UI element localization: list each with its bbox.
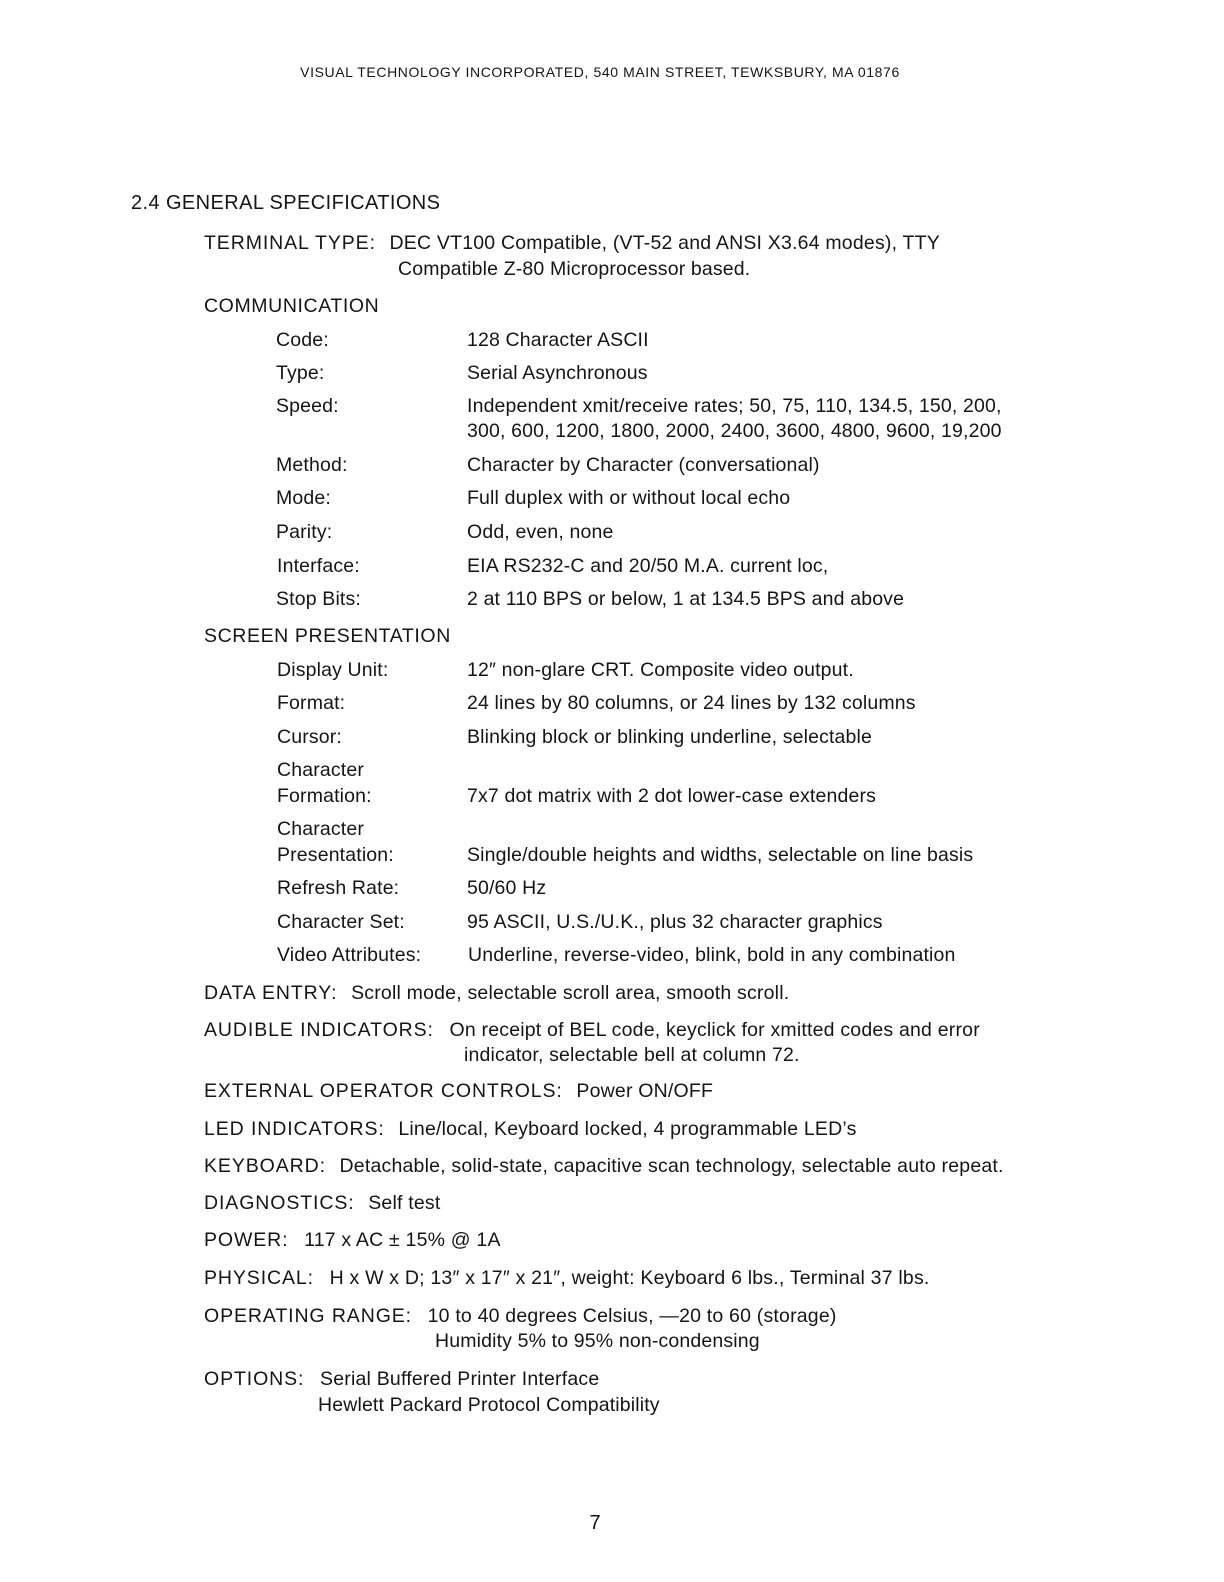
terminal-type-label: TERMINAL TYPE: [204,232,376,254]
spec-value: Character by Character (conversational) [467,454,820,476]
data-entry-label: DATA ENTRY: [204,982,338,1004]
terminal-type-spec [204,232,940,255]
options-spec [204,1368,599,1391]
spec-label: Character [277,759,364,781]
spec-value: Serial Asynchronous [467,362,648,384]
spec-value: 128 Character ASCII [467,329,649,351]
spec-value: 24 lines by 80 columns, or 24 lines by 132 columns [467,692,916,714]
diagnostics-value: Self test [368,1192,441,1214]
spec-label: Display Unit: [277,659,389,681]
keyboard-label: KEYBOARD: [204,1155,326,1177]
spec-label: Cursor: [277,726,342,748]
spec-row-type [0,362,1224,388]
physical-value: H x W x D; 13″ x 17″ x 21″, weight: Keyboard 6 lbs., Terminal 37 lbs. [329,1267,930,1289]
diagnostics-spec [204,1192,440,1215]
audible-indicators-label: AUDIBLE INDICATORS: [204,1019,434,1041]
power-label: POWER: [204,1229,289,1251]
spec-row-video-attributes [0,944,1224,970]
operating-range-value-cont: Humidity 5% to 95% non-condensing [435,1330,760,1352]
spec-label: Type: [276,362,325,384]
terminal-type-value-cont: Compatible Z-80 Microprocessor based. [398,258,751,280]
audible-indicators-value: On receipt of BEL code, keyclick for xmitted codes and error [449,1019,980,1041]
keyboard-value: Detachable, solid-state, capacitive scan technology, selectable auto repeat. [339,1155,1004,1177]
audible-indicators-spec [204,1019,980,1042]
operating-range-label: OPERATING RANGE: [204,1305,412,1327]
spec-value: 7x7 dot matrix with 2 dot lower-case extenders [467,785,877,807]
physical-spec [204,1267,930,1290]
spec-row-method [0,454,1224,480]
spec-label: Stop Bits: [276,588,361,610]
spec-value: 2 at 110 BPS or below, 1 at 134.5 BPS and above [467,588,905,610]
spec-row-stop-bits [0,588,1224,614]
section-title: 2.4 GENERAL SPECIFICATIONS [131,192,441,214]
spec-row-code [0,329,1224,355]
spec-row-format [0,692,1224,718]
spec-value-cont: 300, 600, 1200, 1800, 2000, 2400, 3600, 4800, 9600, 19,200 [467,420,1002,442]
spec-label: Refresh Rate: [277,877,400,899]
spec-value: Full duplex with or without local echo [467,487,791,509]
spec-label-cont: Presentation: [277,844,394,866]
spec-value: 95 ASCII, U.S./U.K., plus 32 character graphics [467,911,883,933]
data-entry-spec [204,982,789,1005]
power-value: 117 x AC ± 15% @ 1A [304,1229,501,1251]
spec-row-parity [0,521,1224,547]
external-controls-spec [204,1080,713,1103]
spec-label: Character Set: [277,911,405,933]
spec-row-mode [0,487,1224,513]
spec-label: Mode: [276,487,331,509]
spec-label: Method: [276,454,348,476]
data-entry-value: Scroll mode, selectable scroll area, smooth scroll. [351,982,790,1004]
page-number: 7 [589,1512,601,1534]
operating-range-spec [204,1305,837,1328]
keyboard-spec [204,1155,1004,1178]
external-controls-value: Power ON/OFF [576,1080,714,1102]
screen-presentation-heading: SCREEN PRESENTATION [204,625,451,647]
spec-label: Video Attributes: [277,944,422,966]
spec-label: Character [277,818,364,840]
spec-row-speed [0,395,1224,447]
spec-row-character-presentation [0,818,1224,870]
terminal-type-value: DEC VT100 Compatible, (VT-52 and ANSI X3.64 modes), TTY [389,232,940,254]
spec-value: EIA RS232-C and 20/50 M.A. current loc, [467,555,829,577]
spec-label: Format: [277,692,346,714]
spec-row-cursor [0,726,1224,752]
spec-label: Parity: [276,521,333,543]
spec-value: Odd, even, none [467,521,614,543]
spec-label: Speed: [276,395,339,417]
letterhead: VISUAL TECHNOLOGY INCORPORATED, 540 MAIN STREET, TEWKSBURY, MA 01876 [300,64,900,80]
spec-label: Code: [276,329,329,351]
communication-heading: COMMUNICATION [204,295,380,317]
physical-label: PHYSICAL: [204,1267,314,1289]
led-indicators-label: LED INDICATORS: [204,1118,385,1140]
spec-row-interface [0,555,1224,581]
led-indicators-spec [204,1118,857,1141]
options-value: Serial Buffered Printer Interface [320,1368,600,1390]
spec-value: Single/double heights and widths, selectable on line basis [467,844,974,866]
operating-range-value: 10 to 40 degrees Celsius, —20 to 60 (storage) [427,1305,837,1327]
external-controls-label: EXTERNAL OPERATOR CONTROLS: [204,1080,563,1102]
spec-row-display-unit [0,659,1224,685]
led-indicators-value: Line/local, Keyboard locked, 4 programmable LED’s [398,1118,857,1140]
spec-row-character-formation [0,759,1224,811]
options-label: OPTIONS: [204,1368,305,1390]
audible-indicators-value-cont: indicator, selectable bell at column 72. [464,1044,800,1066]
spec-value: Independent xmit/receive rates; 50, 75, 110, 134.5, 150, 200, [467,395,1002,417]
spec-value: 50/60 Hz [467,877,547,899]
spec-value: Blinking block or blinking underline, selectable [467,726,873,748]
spec-value: 12″ non-glare CRT. Composite video output. [467,659,854,681]
spec-value: Underline, reverse-video, blink, bold in any combination [468,944,956,966]
power-spec [204,1229,501,1252]
diagnostics-label: DIAGNOSTICS: [204,1192,355,1214]
spec-label-cont: Formation: [277,785,372,807]
options-value-cont: Hewlett Packard Protocol Compatibility [318,1394,660,1416]
spec-row-character-set [0,911,1224,937]
spec-label: Interface: [277,555,360,577]
spec-row-refresh-rate [0,877,1224,903]
